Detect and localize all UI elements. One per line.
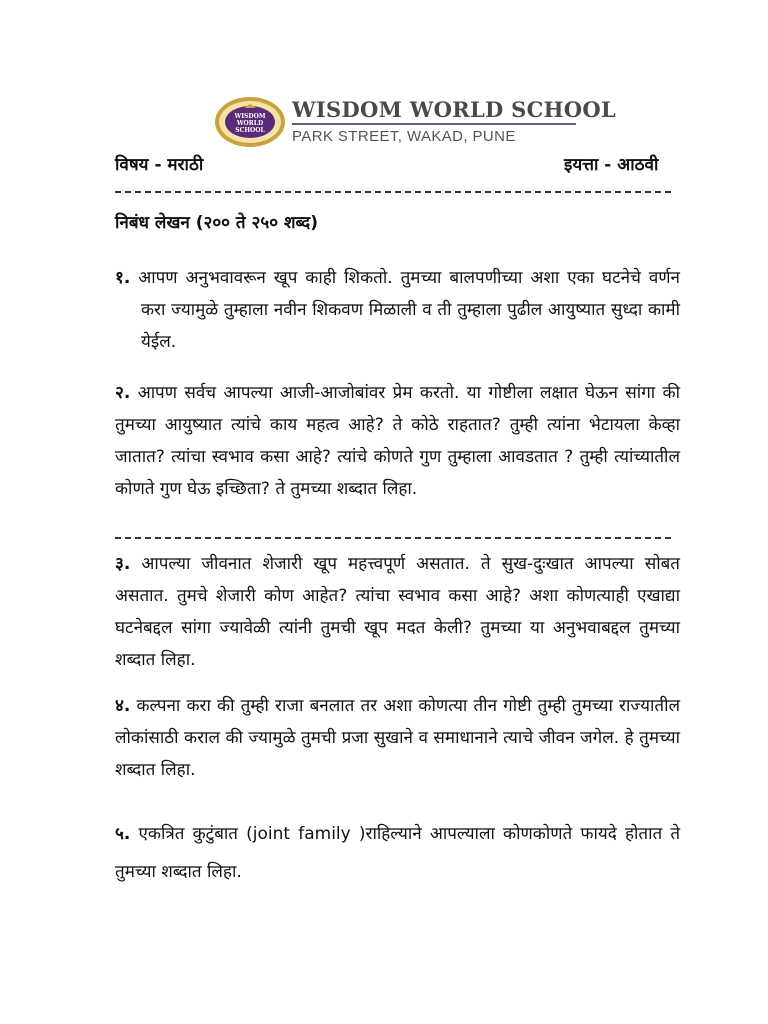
subject-grade-row xyxy=(115,152,675,175)
question-5 xyxy=(115,815,680,891)
school-address: PARK STREET, WAKAD, PUNE xyxy=(292,128,516,145)
header-divider xyxy=(292,123,576,125)
subject-label: विषय - मराठी xyxy=(115,155,204,175)
question-3 xyxy=(115,548,680,676)
school-name: WISDOM WORLD SCHOOL xyxy=(292,97,617,122)
essay-title: निबंध लेखन (२०० ते २५० शब्द) xyxy=(115,213,318,233)
question-number: २. xyxy=(115,383,131,403)
question-number: ४. xyxy=(115,696,131,716)
svg-text:WISDOM: WISDOM xyxy=(234,113,266,120)
svg-text:WORLD: WORLD xyxy=(236,120,264,127)
grade-label: इयत्ता - आठवी xyxy=(564,155,659,175)
school-logo xyxy=(214,96,286,148)
question-number: ५. xyxy=(115,824,131,844)
question-text: कल्पना करा की तुम्ही राजा बनलात तर अशा कोणत्या तीन गोष्टी तुम्ही तुमच्या राज्यातील लोकांसाठी कराल की ज्यामुळे तुमची प्रजा सुखाने व समाधानाने त्याचे जीवन जगेल. हे तुमच्या शब्दात लिहा. xyxy=(115,696,680,780)
dashed-divider xyxy=(115,191,671,193)
question-text: आपण अनुभवावरून खूप काही शिकतो. तुमच्या बालपणीच्या अशा एका घटनेचे वर्णन करा ज्यामुळे तुम्हाला नवीन शिकवण मिळाली व ती तुम्हाला पुढील आयुष्यात सुध्दा कामी येईल. xyxy=(138,268,680,352)
question-2 xyxy=(115,377,680,505)
question-1 xyxy=(115,262,680,358)
school-header xyxy=(214,96,616,148)
question-text: आपल्या जीवनात शेजारी खूप महत्त्वपूर्ण असतात. ते सुख-दुःखात आपल्या सोबत असतात. तुमचे शेजारी कोण आहेत? त्यांचा स्वभाव कसा आहे? अशा कोणत्याही एखाद्या घटनेबद्दल सांगा ज्यावेळी त्यांनी तुमची खूप मदत केली? तुमच्या या अनुभवाबद्दल तुमच्या शब्दात लिहा. xyxy=(115,554,680,670)
question-number: ३. xyxy=(115,554,131,574)
school-text-block xyxy=(292,98,616,146)
question-text: आपण सर्वच आपल्या आजी-आजोबांवर प्रेम करतो. या गोष्टीला लक्षात घेऊन सांगा की तुमच्या आयुष्यात त्यांचे काय महत्व आहे? ते कोठे राहतात? तुम्ही त्यांना भेटायला केव्हा जातात? त्यांचा स्वभाव कसा आहे? त्यांचे कोणते गुण तुम्हाला आवडतात ? तुम्ही त्यांच्यातील कोणते गुण घेऊ इच्छिता? ते तुमच्या शब्दात लिहा. xyxy=(115,383,680,499)
question-text: एकत्रित कुटुंबात (joint family )राहिल्याने आपल्याला कोणकोणते फायदे होतात ते तुमच्या शब्दात लिहा. xyxy=(115,824,681,882)
question-number: १. xyxy=(115,268,131,288)
svg-text:SCHOOL: SCHOOL xyxy=(235,127,265,134)
dashed-divider xyxy=(115,537,671,539)
question-4 xyxy=(115,690,680,786)
